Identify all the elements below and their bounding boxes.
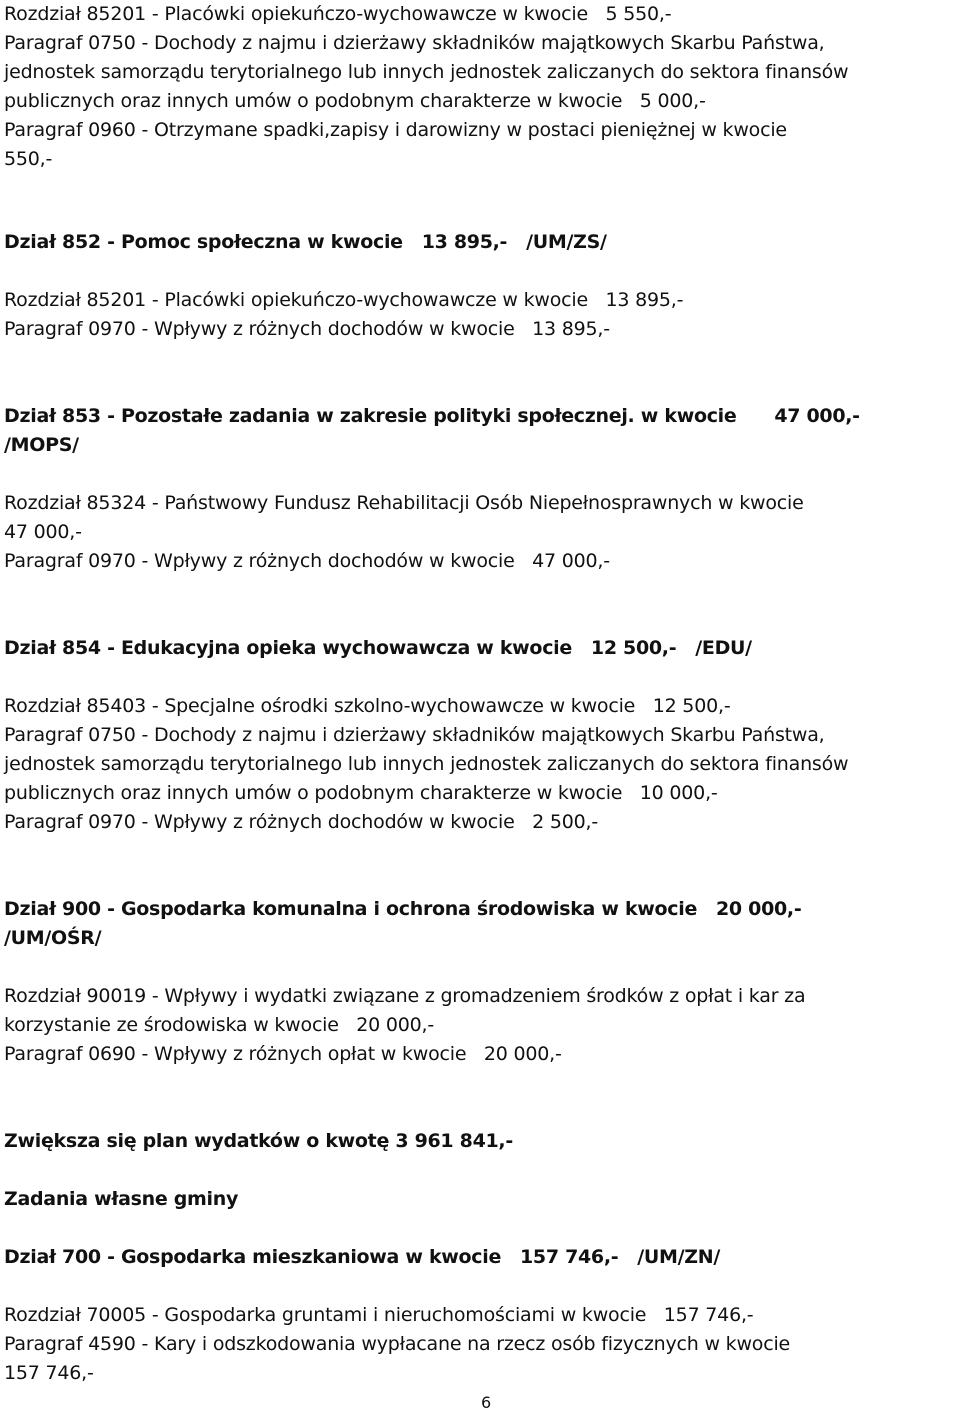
text-line-paragraf-0960-amount: 550,-: [4, 148, 53, 170]
heading-dzial-900-unit: /UM/OŚR/: [4, 927, 102, 949]
text-line-paragraf-0970-c: Paragraf 0970 - Wpływy z różnych dochodów w kwocie 2 500,-: [4, 811, 598, 833]
text-line-rozdzial-85324: Rozdział 85324 - Państwowy Fundusz Rehabilitacji Osób Niepełnosprawnych w kwocie: [4, 492, 804, 514]
heading-zadania-wlasne: Zadania własne gminy: [4, 1188, 239, 1210]
heading-dzial-852: Dział 852 - Pomoc społeczna w kwocie 13 895,- /UM/ZS/: [4, 231, 607, 253]
text-line-rozdzial-70005: Rozdział 70005 - Gospodarka gruntami i nieruchomościami w kwocie 157 746,-: [4, 1304, 754, 1326]
heading-dzial-700: Dział 700 - Gospodarka mieszkaniowa w kwocie 157 746,- /UM/ZN/: [4, 1246, 721, 1268]
text-line-rozdzial-85324-amount: 47 000,-: [4, 521, 82, 543]
page-number: 6: [481, 1393, 492, 1412]
text-line-rozdzial-85201-amount: Rozdział 85201 - Placówki opiekuńczo-wychowawcze w kwocie 5 550,-: [4, 3, 672, 25]
text-line-paragraf-0960: Paragraf 0960 - Otrzymane spadki,zapisy i darowizny w postaci pieniężnej w kwocie: [4, 119, 787, 141]
heading-dzial-853-unit: /MOPS/: [4, 434, 79, 456]
heading-expenditure-increase: Zwiększa się plan wydatków o kwotę 3 961 841,-: [4, 1130, 513, 1152]
text-line-paragraf-0750-cont-1: jednostek samorządu terytorialnego lub innych jednostek zaliczanych do sektora finansów: [4, 61, 849, 83]
text-line-paragraf-0970-a: Paragraf 0970 - Wpływy z różnych dochodów w kwocie 13 895,-: [4, 318, 610, 340]
text-line-rozdzial-85403: Rozdział 85403 - Specjalne ośrodki szkolno-wychowawcze w kwocie 12 500,-: [4, 695, 731, 717]
text-line-paragraf-0750-b: Paragraf 0750 - Dochody z najmu i dzierżawy składników majątkowych Skarbu Państwa,: [4, 724, 825, 746]
text-line-paragraf-0750: Paragraf 0750 - Dochody z najmu i dzierżawy składników majątkowych Skarbu Państwa,: [4, 32, 825, 54]
text-line-rozdzial-90019-cont: korzystanie ze środowiska w kwocie 20 000,-: [4, 1014, 435, 1036]
heading-dzial-853: Dział 853 - Pozostałe zadania w zakresie polityki społecznej. w kwocie 47 000,-: [4, 405, 860, 427]
text-line-paragraf-0750-b-cont-2: publicznych oraz innych umów o podobnym charakterze w kwocie 10 000,-: [4, 782, 718, 804]
text-line-paragraf-0690: Paragraf 0690 - Wpływy z różnych opłat w kwocie 20 000,-: [4, 1043, 562, 1065]
text-line-paragraf-0750-b-cont-1: jednostek samorządu terytorialnego lub innych jednostek zaliczanych do sektora finansów: [4, 753, 849, 775]
heading-dzial-900: Dział 900 - Gospodarka komunalna i ochrona środowiska w kwocie 20 000,-: [4, 898, 802, 920]
text-line-paragraf-0750-cont-2: publicznych oraz innych umów o podobnym charakterze w kwocie 5 000,-: [4, 90, 706, 112]
text-line-paragraf-4590: Paragraf 4590 - Kary i odszkodowania wypłacane na rzecz osób fizycznych w kwocie: [4, 1333, 791, 1355]
text-line-rozdzial-85201: Rozdział 85201 - Placówki opiekuńczo-wychowawcze w kwocie 13 895,-: [4, 289, 684, 311]
text-line-paragraf-0970-b: Paragraf 0970 - Wpływy z różnych dochodów w kwocie 47 000,-: [4, 550, 610, 572]
heading-dzial-854: Dział 854 - Edukacyjna opieka wychowawcza w kwocie 12 500,- /EDU/: [4, 637, 752, 659]
text-line-rozdzial-90019: Rozdział 90019 - Wpływy i wydatki związane z gromadzeniem środków z opłat i kar za: [4, 985, 806, 1007]
text-line-paragraf-4590-amount: 157 746,-: [4, 1362, 94, 1384]
